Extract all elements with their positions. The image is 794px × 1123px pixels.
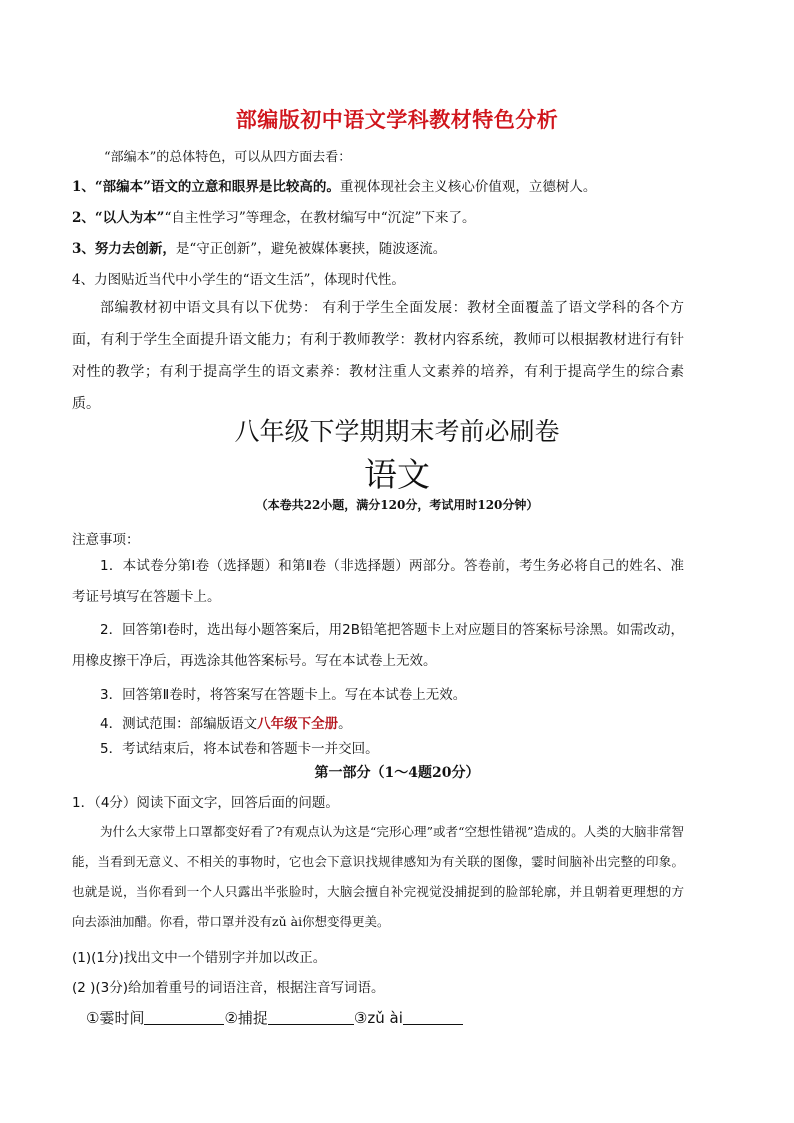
point-2-rest: “自主性学习”等理念，在教材编写中“沉淀”下来了。 [164, 210, 476, 226]
notice-4-prefix: 4．测试范围：部编版语文 [100, 716, 258, 732]
notice-2: 2．回答第Ⅰ卷时，选出每小题答案后，用2B铅笔把答题卡上对应题目的答案标号涂黑。如需改动，用橡皮擦干净后，再选涂其他答案标号。写在本试卷上无效。 [72, 622, 684, 669]
notice-4-suffix: 。 [338, 716, 352, 732]
reading-passage: 为什么大家带上口罩都变好看了?有观点认为这是“完形心理”或者“空想性错视”造成的。人类的大脑非常智能，当看到无意义、不相关的事物时，它也会下意识找规律感知为有关联的图像，霎时间脑补出完整的印象。也就是说，当你看到一个人只露出半张脸时，大脑会擅自补完视觉没捕捉到的脸部轮廓，并且朝着更理想的方向去添油加醋。你看，带口罩并没有zǔ ài你想变得更美。 [72, 824, 684, 929]
notice-1: 1．本试卷分第Ⅰ卷（选择题）和第Ⅱ卷（非选择题）两部分。答卷前，考生务必将自己的姓名、准考证号填写在答题卡上。 [72, 558, 684, 605]
intro-line: “部编本”的总体特色，可以从四方面去看： [104, 150, 352, 165]
fill-in-line [86, 1007, 463, 1028]
point-1 [72, 175, 596, 195]
fill-item-1: ①霎时间 [86, 1009, 145, 1027]
subquestion-1: (1)(1分)找出文中一个错别字并加以改正。 [72, 950, 327, 966]
exam-note: （本卷共22小题，满分120分，考试用时120分钟） [255, 498, 539, 512]
notice-3: 3．回答第Ⅱ卷时，将答案写在答题卡上。写在本试卷上无效。 [100, 687, 467, 703]
point-2-bold: 2、“以人为本” [72, 210, 165, 226]
notice-5: 5．考试结束后，将本试卷和答题卡一并交回。 [100, 741, 379, 757]
document-title: 部编版初中语文学科教材特色分析 [235, 108, 559, 132]
point-4-text: 4、力图贴近当代中小学生的“语文生活”，体现时代性。 [72, 272, 405, 288]
fill-blank-3[interactable] [403, 1009, 463, 1025]
subquestion-2: (2 )(3分)给加着重号的词语注音，根据注音写词语。 [72, 980, 385, 996]
advantages-paragraph: 部编教材初中语文具有以下优势： 有利于学生全面发展：教材全面覆盖了语文学科的各个方面，有利于学生全面提升语文能力；有利于教师教学：教材内容系统，教师可以根据教材进行有针对性的教学；有利于提高学生的语文素养：教材注重人文素养的培养，有利于提高学生的综合素质。 [72, 300, 684, 412]
fill-item-2: ②捕捉 [224, 1009, 268, 1027]
fill-blank-2[interactable] [268, 1009, 354, 1025]
notice-4 [100, 712, 352, 732]
point-2 [72, 206, 476, 226]
point-3 [72, 237, 446, 257]
part-one-heading: 第一部分（1～4题20分） [314, 765, 480, 781]
exam-subject: 语文 [364, 455, 430, 494]
point-3-rest: 是“守正创新”，避免被媒体裹挟，随波逐流。 [175, 241, 447, 257]
notice-heading: 注意事项： [72, 532, 140, 548]
fill-item-3: ③zǔ ài [353, 1009, 403, 1027]
fill-blank-1[interactable] [144, 1009, 224, 1025]
question-1: 1．（4分）阅读下面文字，回答后面的问题。 [72, 795, 339, 811]
point-3-bold: 3、努力去创新， [72, 241, 176, 257]
notice-4-range: 八年级下全册 [257, 716, 339, 732]
point-1-rest: 重视体现社会主义核心价值观，立德树人。 [339, 179, 597, 195]
point-4 [72, 268, 405, 288]
point-1-bold: 1、“部编本”语文的立意和眼界是比较高的。 [72, 179, 340, 195]
exam-title: 八年级下学期期末考前必刷卷 [234, 417, 560, 446]
